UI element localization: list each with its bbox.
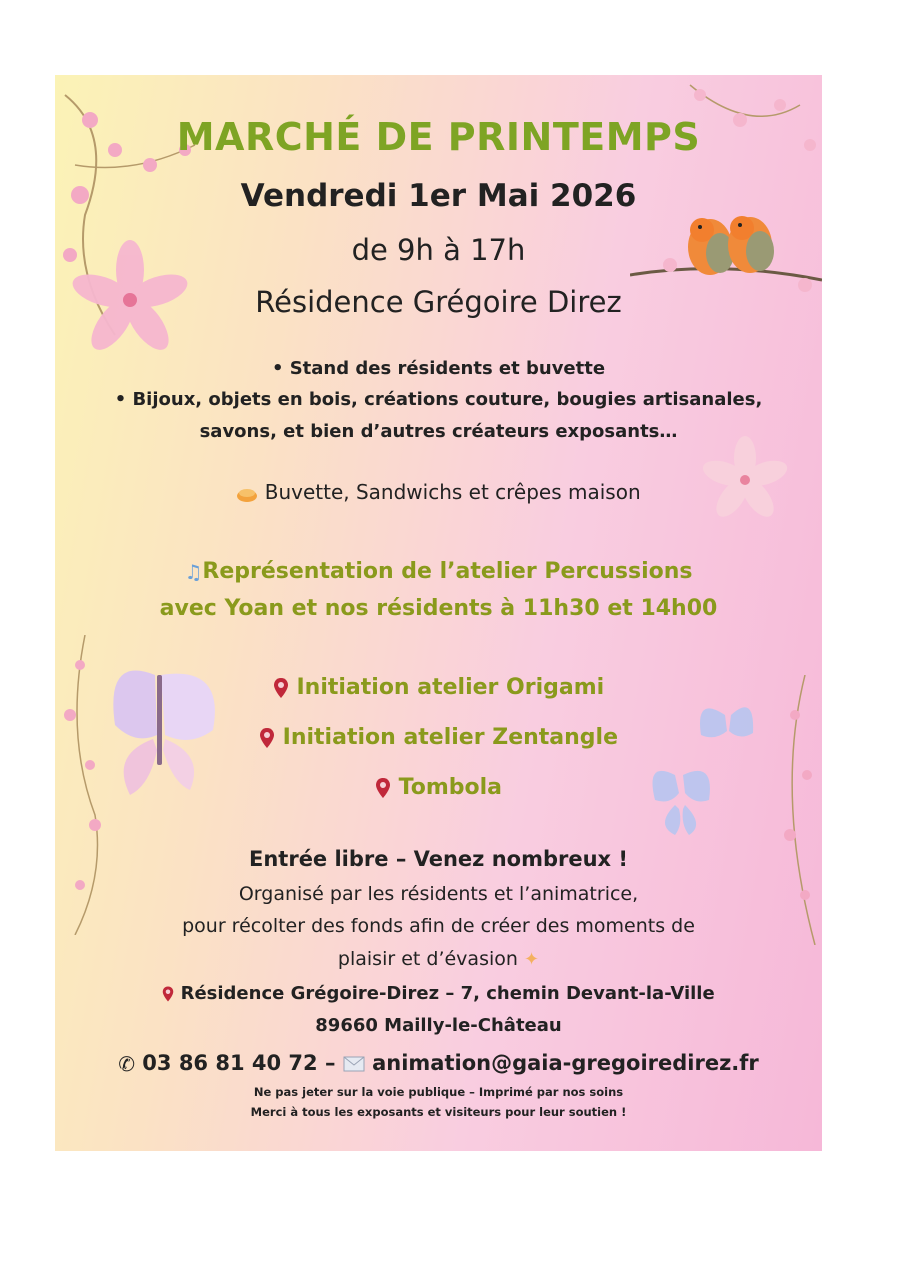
organise-line-3	[55, 948, 822, 970]
map-pin-icon	[273, 677, 289, 699]
percussions-line-1	[55, 559, 822, 584]
bullet-creations-continued: savons, et bien d’autres créateurs exposants…	[199, 421, 678, 442]
bullet-creations: • Bijoux, objets en bois, créations couture, bougies artisanales,	[114, 389, 763, 410]
footer-line-1: Ne pas jeter sur la voie publique – Imprimé par nos soins	[253, 1085, 624, 1099]
sparkle-icon: ✦	[523, 949, 540, 970]
bullet-stand: • Stand des résidents et buvette	[271, 358, 606, 379]
organise-line-3-text: plaisir et d’évasion	[337, 948, 518, 970]
buvette-text: Buvette, Sandwichs et crêpes maison	[264, 480, 641, 504]
event-venue: Résidence Grégoire Direz	[255, 285, 622, 319]
activity-zentangle	[55, 725, 822, 750]
entree-libre: Entrée libre – Venez nombreux !	[249, 847, 628, 871]
buvette-line	[55, 480, 822, 504]
event-title: MARCHÉ DE PRINTEMPS	[176, 115, 701, 159]
email-address[interactable]: animation@gaia-gregoiredirez.fr	[372, 1051, 759, 1075]
percussions-line-2: avec Yoan et nos résidents à 11h30 et 14h00	[159, 596, 718, 621]
map-pin-icon	[162, 985, 174, 1003]
organise-line-1: Organisé par les résidents et l’animatrice,	[238, 883, 639, 905]
organise-line-2: pour récolter des fonds afin de créer des moments de	[182, 915, 695, 937]
music-notes-icon: ♫	[184, 560, 203, 584]
flyer-poster	[55, 75, 822, 1151]
percussions-text-1: Représentation de l’atelier Percussions	[202, 559, 693, 584]
activity-tombola	[55, 775, 822, 800]
crepe-icon	[236, 485, 258, 503]
activity-origami	[55, 675, 822, 700]
event-hours: de 9h à 17h	[351, 233, 526, 267]
activity-zentangle-label: Initiation atelier Zentangle	[282, 725, 619, 750]
footer-line-2: Merci à tous les exposants et visiteurs pour leur soutien !	[250, 1105, 627, 1119]
activity-tombola-label: Tombola	[398, 775, 503, 800]
event-date: Vendredi 1er Mai 2026	[240, 178, 637, 214]
phone-number[interactable]: 03 86 81 40 72 –	[142, 1051, 336, 1075]
address-street: Résidence Grégoire-Direz – 7, chemin Devant-la-Ville	[180, 983, 715, 1004]
activity-origami-label: Initiation atelier Origami	[296, 675, 605, 700]
map-pin-icon	[375, 777, 391, 799]
address-city: 89660 Mailly-le-Château	[315, 1015, 562, 1036]
map-pin-icon	[259, 727, 275, 749]
address-line-1	[55, 983, 822, 1004]
envelope-icon	[343, 1056, 365, 1072]
contact-line	[55, 1051, 822, 1076]
phone-icon: ✆	[118, 1052, 135, 1076]
